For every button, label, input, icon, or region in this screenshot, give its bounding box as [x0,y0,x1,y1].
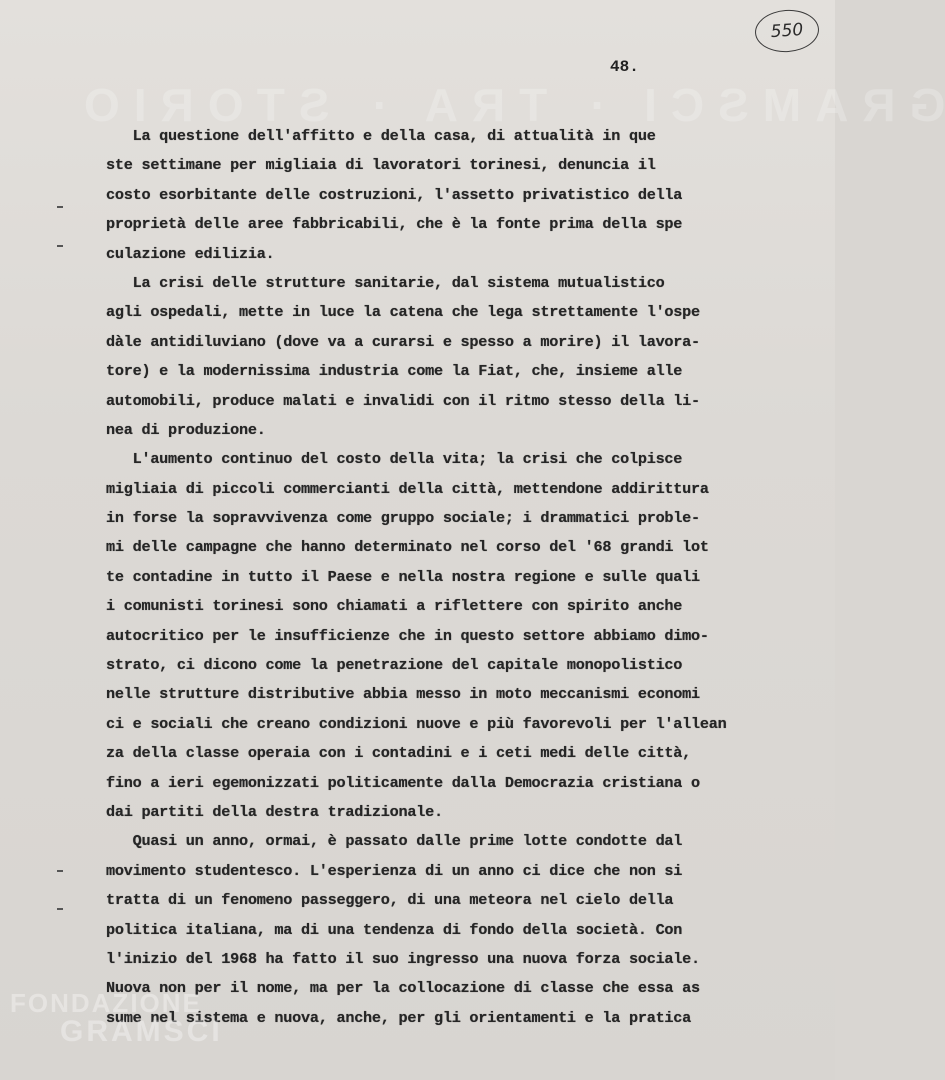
text-line: mi delle campagne che hanno determinato nel corso del '68 grandi lot [106,538,709,557]
text-line: Quasi un anno, ormai, è passato dalle prime lotte condotte dal [106,832,683,851]
margin-mark [57,870,63,872]
margin-mark [57,206,63,208]
text-line: sume nel sistema e nuova, anche, per gli orientamenti e la pratica [106,1008,692,1027]
typewritten-text [106,122,766,1033]
text-line: costo esorbitante delle costruzioni, l'assetto privatistico della [106,185,683,204]
watermark-banner: GRAMSCI · TRA · STORIO [70,79,945,131]
text-line: strato, ci dicono come la penetrazione del capitale monopolistico [106,656,683,675]
text-line: migliaia di piccoli commercianti della città, mettendone addirittura [106,479,709,498]
margin-mark [57,245,63,247]
text-line: tore) e la modernissima industria come la Fiat, che, insieme alle [106,362,683,381]
text-line: autocritico per le insufficienze che in questo settore abbiamo dimo- [106,626,709,645]
foundation-watermark-logo [10,988,223,1049]
text-line: fino a ieri egemonizzati politicamente dalla Democrazia cristiana o [106,773,700,792]
text-line: agli ospedali, mette in luce la catena che lega strettamente l'ospe [106,303,700,322]
text-line: dàle antidiluviano (dove va a curarsi e spesso a morire) il lavora- [106,332,700,351]
text-line: tratta di un fenomeno passeggero, di una meteora nel cielo della [106,891,674,910]
text-line: za della classe operaia con i contadini e i ceti medi delle città, [106,744,692,763]
logo-line-1: FONDAZIONE [10,988,202,1018]
archive-number: 550 [770,19,804,43]
text-line: movimento studentesco. L'esperienza di un anno ci dice che non si [106,861,683,880]
text-line: nea di produzione. [106,420,266,439]
text-line: Nuova non per il nome, ma per la collocazione di classe che essa as [106,979,700,998]
page-number: 48. [610,58,639,76]
text-line: in forse la sopravvivenza come gruppo sociale; i drammatici proble- [106,509,700,528]
text-line: l'inizio del 1968 ha fatto il suo ingresso una nuova forza sociale. [106,949,700,968]
text-line: La crisi delle strutture sanitarie, dal sistema mutualistico [106,273,665,292]
text-line: politica italiana, ma di una tendenza di fondo della società. Con [106,920,683,939]
logo-line-2: GRAMSCI [60,1015,223,1048]
margin-mark [57,908,63,910]
archive-number-stamp [754,8,821,54]
text-line: i comunisti torinesi sono chiamati a riflettere con spirito anche [106,597,683,616]
text-line: L'aumento continuo del costo della vita; la crisi che colpisce [106,450,683,469]
text-line: proprietà delle aree fabbricabili, che è la fonte prima della spe [106,215,683,234]
text-line: te contadine in tutto il Paese e nella nostra regione e sulle quali [106,567,700,586]
text-line: La questione dell'affitto e della casa, di attualità in que [106,127,656,145]
text-line: automobili, produce malati e invalidi con il ritmo stesso della li- [106,391,700,410]
text-line: dai partiti della destra tradizionale. [106,802,443,821]
text-line: ci e sociali che creano condizioni nuove e più favorevoli per l'allean [106,714,727,733]
text-line: ste settimane per migliaia di lavoratori torinesi, denuncia il [106,156,656,175]
text-line: culazione edilizia. [106,244,275,263]
text-line: nelle strutture distributive abbia messo in moto meccanismi economi [106,685,700,704]
